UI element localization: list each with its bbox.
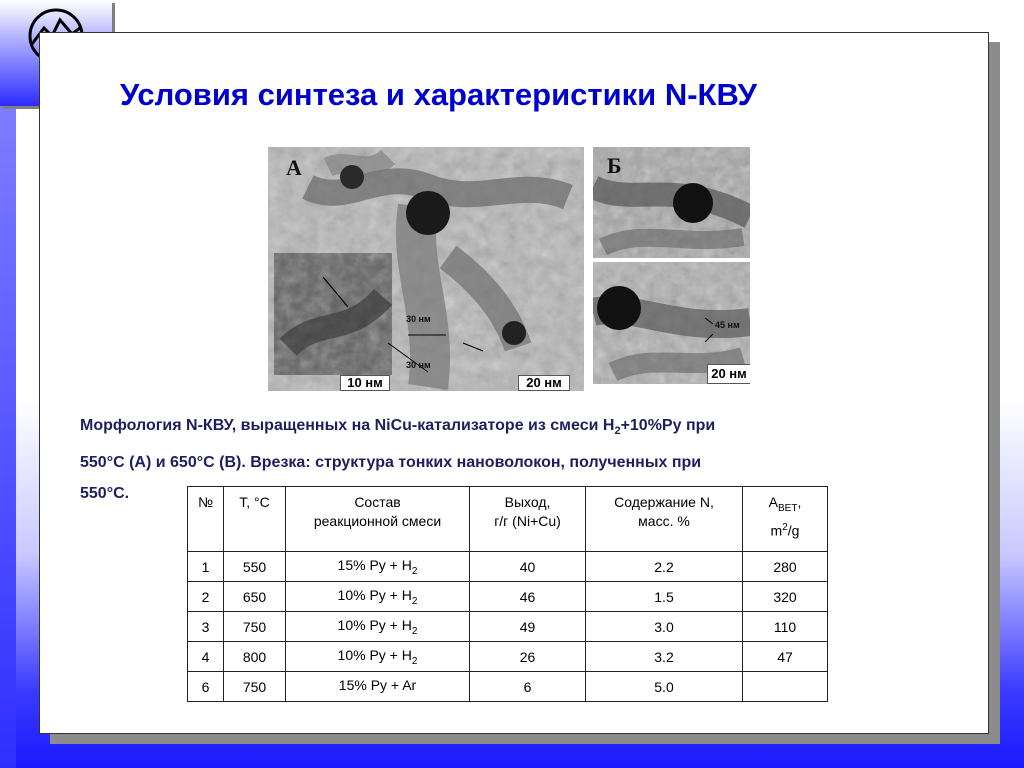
- table-header-row: [188, 487, 828, 552]
- table-row: [188, 612, 828, 642]
- scale-bar-a: [518, 375, 570, 391]
- composition-text: 15% Py + Ar: [338, 676, 417, 693]
- cell-composition: [286, 672, 470, 702]
- cell-temperature: 750: [224, 672, 286, 702]
- cell-num: 4: [188, 642, 224, 672]
- cell-yield: 46: [470, 582, 586, 612]
- header-area-bet: BET: [778, 502, 798, 514]
- table-row: [188, 552, 828, 582]
- cell-nitrogen: 5.0: [586, 672, 743, 702]
- panel-letter-b: Б: [607, 153, 622, 178]
- table-row: [188, 642, 828, 672]
- cell-num: 2: [188, 582, 224, 612]
- header-area-sup: 2: [782, 521, 788, 533]
- composition-text: 10% Py + H: [337, 616, 412, 633]
- cell-surface-area: 110: [743, 612, 828, 642]
- header-composition-l2: реакционной смеси: [313, 513, 442, 529]
- cell-temperature: 750: [224, 612, 286, 642]
- header-area-l2: [747, 518, 823, 541]
- composition-text: 10% Py + H: [337, 646, 412, 663]
- cell-composition: [286, 642, 470, 672]
- header-area-l1: [747, 493, 823, 518]
- header-yield: [470, 487, 586, 552]
- composition-text: 10% Py + H: [337, 586, 412, 603]
- composition-subscript: 2: [411, 625, 418, 637]
- scale-bar-b: [707, 364, 750, 384]
- cell-yield: 40: [470, 552, 586, 582]
- annotation-30nm-a2: 30 нм: [406, 360, 431, 370]
- scale-bar-a-label: 20 нм: [526, 375, 562, 390]
- header-yield-l1: Выход,: [504, 494, 551, 510]
- caption-subscript-2: 2: [614, 425, 621, 438]
- micrograph-b-top: [593, 147, 750, 258]
- header-yield-l2: г/г (Ni+Cu): [494, 513, 561, 529]
- cell-surface-area: 320: [743, 582, 828, 612]
- cell-num: 6: [188, 672, 224, 702]
- scale-bar-inset: [340, 375, 390, 391]
- cell-num: 3: [188, 612, 224, 642]
- cell-composition: [286, 612, 470, 642]
- cell-temperature: 650: [224, 582, 286, 612]
- cell-surface-area: 47: [743, 642, 828, 672]
- cell-temperature: 800: [224, 642, 286, 672]
- caption-line-1: [80, 410, 880, 447]
- header-composition: [286, 487, 470, 552]
- header-nitrogen-content: [586, 487, 743, 552]
- micrograph-a: [268, 147, 584, 391]
- caption-line-1-tail: +10%Py при: [620, 417, 716, 434]
- cell-yield: 26: [470, 642, 586, 672]
- synthesis-table: [187, 486, 828, 702]
- cell-nitrogen: 3.0: [586, 612, 743, 642]
- annotation-45nm-b: 45 нм: [715, 320, 740, 330]
- cell-nitrogen: 1.5: [586, 582, 743, 612]
- header-area-comma: ,: [797, 494, 802, 510]
- micrograph-b-bottom: [593, 262, 750, 384]
- cell-yield: 6: [470, 672, 586, 702]
- table-row: [188, 672, 828, 702]
- cell-surface-area: [743, 672, 828, 702]
- cell-temperature: 550: [224, 552, 286, 582]
- caption-line-1-text: Морфология N-КВУ, выращенных на NiCu-катализаторе из смеси H: [80, 417, 615, 434]
- composition-text: 15% Py + H: [337, 556, 412, 573]
- header-area-m: m: [770, 522, 783, 539]
- header-area-g: /g: [787, 522, 800, 539]
- cell-nitrogen: 2.2: [586, 552, 743, 582]
- cell-surface-area: 280: [743, 552, 828, 582]
- header-num: №: [188, 487, 224, 552]
- scale-bar-inset-label: 10 нм: [347, 375, 383, 390]
- header-nitrogen-l1: Содержание N,: [614, 494, 714, 510]
- composition-subscript: 2: [411, 595, 418, 607]
- header-surface-area: [743, 487, 828, 552]
- cell-nitrogen: 3.2: [586, 642, 743, 672]
- header-composition-l1: Состав: [354, 494, 401, 510]
- slide-title: Условия синтеза и характеристики N-КВУ: [120, 77, 757, 112]
- panel-letter-a: А: [286, 155, 302, 180]
- cell-yield: 49: [470, 612, 586, 642]
- header-temperature: T, °C: [224, 487, 286, 552]
- cell-num: 1: [188, 552, 224, 582]
- cell-composition: [286, 552, 470, 582]
- composition-subscript: 2: [411, 565, 418, 577]
- caption-line-3: 550°C.: [80, 485, 130, 503]
- composition-subscript: 2: [411, 655, 418, 667]
- left-gradient-band: [0, 0, 16, 768]
- table-row: [188, 582, 828, 612]
- cell-composition: [286, 582, 470, 612]
- caption-line-2: 550°C (А) и 650°C (В). Врезка: структура тонких нановолокон, полученных при: [80, 454, 702, 472]
- scale-bar-b-label: 20 нм: [711, 366, 747, 381]
- header-nitrogen-l2: масс. %: [638, 513, 690, 529]
- header-area-a: A: [768, 494, 778, 510]
- annotation-30nm-a1: 30 нм: [406, 314, 431, 324]
